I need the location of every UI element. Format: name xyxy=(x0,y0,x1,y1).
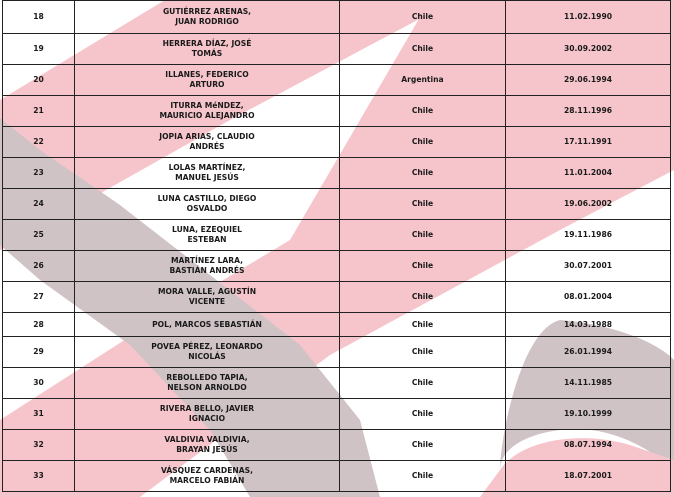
player-name-line1: ITURRA MéNDEZ, xyxy=(170,101,244,110)
player-birth-date: 28.11.1996 xyxy=(506,96,671,127)
players-table-body xyxy=(3,1,671,492)
player-name-cell xyxy=(75,158,340,189)
player-name-line2: VICENTE xyxy=(188,297,226,306)
player-number: 28 xyxy=(3,313,75,337)
player-number: 23 xyxy=(3,158,75,189)
player-name-line2: ESTEBAN xyxy=(187,235,227,244)
player-country: Chile xyxy=(340,127,506,158)
player-name-cell xyxy=(75,368,340,399)
player-birth-date: 18.07.2001 xyxy=(506,461,671,492)
player-name-cell xyxy=(75,127,340,158)
player-name-line1: HERRERA DÍAZ, JOSÉ xyxy=(162,39,252,48)
player-birth-date: 19.10.1999 xyxy=(506,399,671,430)
player-number: 19 xyxy=(3,34,75,65)
table-row xyxy=(3,337,671,368)
player-birth-date: 11.01.2004 xyxy=(506,158,671,189)
player-birth-date: 19.06.2002 xyxy=(506,189,671,220)
player-name-line1: RIVERA BELLO, JAVIER xyxy=(159,404,255,413)
player-name-line1: MARTÍNEZ LARA, xyxy=(170,256,244,265)
player-name-line2: ARTURO xyxy=(189,80,225,89)
table-row xyxy=(3,282,671,313)
player-name-line1: REBOLLEDO TAPIA, xyxy=(166,373,248,382)
player-number: 26 xyxy=(3,251,75,282)
player-country: Chile xyxy=(340,461,506,492)
player-name-cell xyxy=(75,337,340,368)
player-birth-date: 08.01.2004 xyxy=(506,282,671,313)
player-number: 27 xyxy=(3,282,75,313)
player-name-line2: IGNACIO xyxy=(188,414,226,423)
player-name-cell xyxy=(75,430,340,461)
player-country: Chile xyxy=(340,1,506,34)
player-country: Chile xyxy=(340,158,506,189)
player-name-line1: POVEA PÉREZ, LEONARDO xyxy=(151,342,263,351)
player-name-line1: ILLANES, FEDERICO xyxy=(165,70,249,79)
player-country: Chile xyxy=(340,34,506,65)
player-number: 21 xyxy=(3,96,75,127)
player-birth-date: 26.01.1994 xyxy=(506,337,671,368)
player-number: 18 xyxy=(3,1,75,34)
player-country: Chile xyxy=(340,430,506,461)
table-row xyxy=(3,430,671,461)
player-name-line2: MAURICIO ALEJANDRO xyxy=(159,111,255,120)
player-name-line2: MANUEL JESÚS xyxy=(175,173,239,182)
player-number: 33 xyxy=(3,461,75,492)
players-table xyxy=(2,0,671,492)
player-country: Chile xyxy=(340,368,506,399)
table-row xyxy=(3,313,671,337)
player-birth-date: 08.07.1994 xyxy=(506,430,671,461)
player-country: Chile xyxy=(340,313,506,337)
player-name-cell xyxy=(75,399,340,430)
player-name-line2: JUAN RODRIGO xyxy=(175,17,239,26)
player-name-cell xyxy=(75,220,340,251)
player-name-line2: NELSON ARNOLDO xyxy=(167,383,247,392)
player-number: 31 xyxy=(3,399,75,430)
player-birth-date: 17.11.1991 xyxy=(506,127,671,158)
player-number: 20 xyxy=(3,65,75,96)
player-country: Chile xyxy=(340,220,506,251)
player-number: 25 xyxy=(3,220,75,251)
player-number: 29 xyxy=(3,337,75,368)
player-country: Chile xyxy=(340,96,506,127)
player-name-cell xyxy=(75,1,340,34)
player-birth-date: 30.07.2001 xyxy=(506,251,671,282)
player-birth-date: 14.03.1988 xyxy=(506,313,671,337)
player-name-line1: VALDIVIA VALDIVIA, xyxy=(164,435,250,444)
table-row xyxy=(3,461,671,492)
table-row xyxy=(3,65,671,96)
table-row xyxy=(3,127,671,158)
player-number: 30 xyxy=(3,368,75,399)
player-country: Chile xyxy=(340,399,506,430)
table-row xyxy=(3,220,671,251)
player-name-cell xyxy=(75,313,340,337)
player-name-line1: JOPIA ARIAS, CLAUDIO xyxy=(159,132,255,141)
player-name-cell xyxy=(75,96,340,127)
table-row xyxy=(3,34,671,65)
player-name-line1: LOLAS MARTÍNEZ, xyxy=(168,163,246,172)
player-name-line1: MORA VALLE, AGUSTÍN xyxy=(157,287,257,296)
player-name-line2: OSVALDO xyxy=(186,204,228,213)
player-name-line1: VÁSQUEZ CARDENAS, xyxy=(160,466,254,475)
player-birth-date: 19.11.1986 xyxy=(506,220,671,251)
player-number: 24 xyxy=(3,189,75,220)
player-birth-date: 29.06.1994 xyxy=(506,65,671,96)
table-row xyxy=(3,189,671,220)
player-number: 22 xyxy=(3,127,75,158)
table-row xyxy=(3,1,671,34)
table-row xyxy=(3,158,671,189)
player-name-line2: NICOLÁS xyxy=(188,352,226,361)
player-name-line1: LUNA CASTILLO, DIEGO xyxy=(157,194,257,203)
player-name-cell xyxy=(75,251,340,282)
player-name-cell xyxy=(75,282,340,313)
table-row xyxy=(3,399,671,430)
player-birth-date: 14.11.1985 xyxy=(506,368,671,399)
player-name-line2: TOMÁS xyxy=(191,49,223,58)
player-name-cell xyxy=(75,34,340,65)
player-name-line2: MARCELO FABIÁN xyxy=(169,476,245,485)
player-birth-date: 30.09.2002 xyxy=(506,34,671,65)
player-name-line1: LUNA, EZEQUIEL xyxy=(172,225,242,234)
player-country: Chile xyxy=(340,251,506,282)
player-name-line2: BASTIÁN ANDRÉS xyxy=(169,266,245,275)
player-country: Argentina xyxy=(340,65,506,96)
player-name-line2: BRAYAN JESÚS xyxy=(176,445,238,454)
player-number: 32 xyxy=(3,430,75,461)
player-country: Chile xyxy=(340,337,506,368)
table-row xyxy=(3,251,671,282)
player-name-cell xyxy=(75,65,340,96)
table-row xyxy=(3,368,671,399)
table-row xyxy=(3,96,671,127)
player-name-cell xyxy=(75,461,340,492)
player-name-line2: ANDRÉS xyxy=(189,142,225,151)
player-name-cell xyxy=(75,189,340,220)
player-birth-date: 11.02.1990 xyxy=(506,1,671,34)
player-country: Chile xyxy=(340,282,506,313)
player-country: Chile xyxy=(340,189,506,220)
player-name-line1: GUTIÉRREZ ARENAS, xyxy=(162,7,252,16)
player-name-line1: POL, MARCOS SEBASTIÁN xyxy=(152,319,262,329)
